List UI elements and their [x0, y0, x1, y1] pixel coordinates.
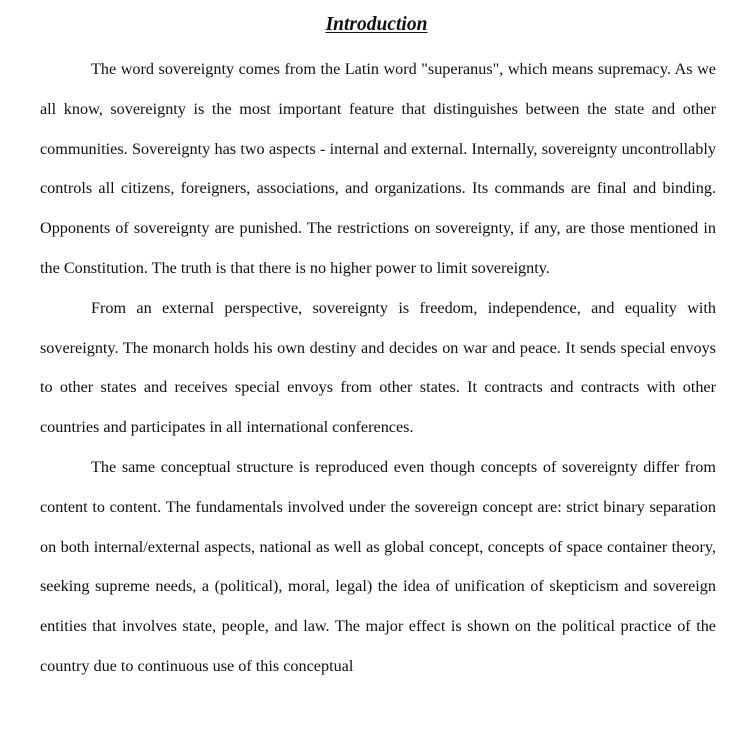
- paragraph-external-perspective: From an external perspective, sovereignty is freedom, independence, and equality with sovereignty. The monarch holds his own destiny and decides on war and peace. It sends special envoys to other states and receives special envoys from other states. It contracts and contracts with other countries and participates in all international conferences.: [40, 298, 716, 437]
- document-body: [40, 50, 716, 687]
- paragraph-sovereignty-definition: The word sovereignty comes from the Latin word "superanus", which means supremacy. As we all know, sovereignty is the most important feature that distinguishes between the state and other communities. Sovereignty has two aspects - internal and external. Internally, sovereignty uncontrollably controls all citizens, foreigners, associations, and organizations. Its commands are final and binding. Opponents of sovereignty are punished. The restrictions on sovereignty, if any, are those mentioned in the Constitution. The truth is that there is no higher power to limit sovereignty.: [40, 60, 716, 277]
- paragraph-conceptual-structure: The same conceptual structure is reproduced even though concepts of sovereignty differ from content to content. The fundamentals involved under the sovereign concept are: strict binary separation on both internal/external aspects, national as well as global concept, concepts of space container theory, seeking supreme needs, a (political), moral, legal) the idea of unification of skepticism and sovereign entities that involves state, people, and law. The major effect is shown on the political practice of the country due to continuous use of this conceptual: [40, 457, 716, 675]
- document-title: Introduction: [325, 14, 428, 35]
